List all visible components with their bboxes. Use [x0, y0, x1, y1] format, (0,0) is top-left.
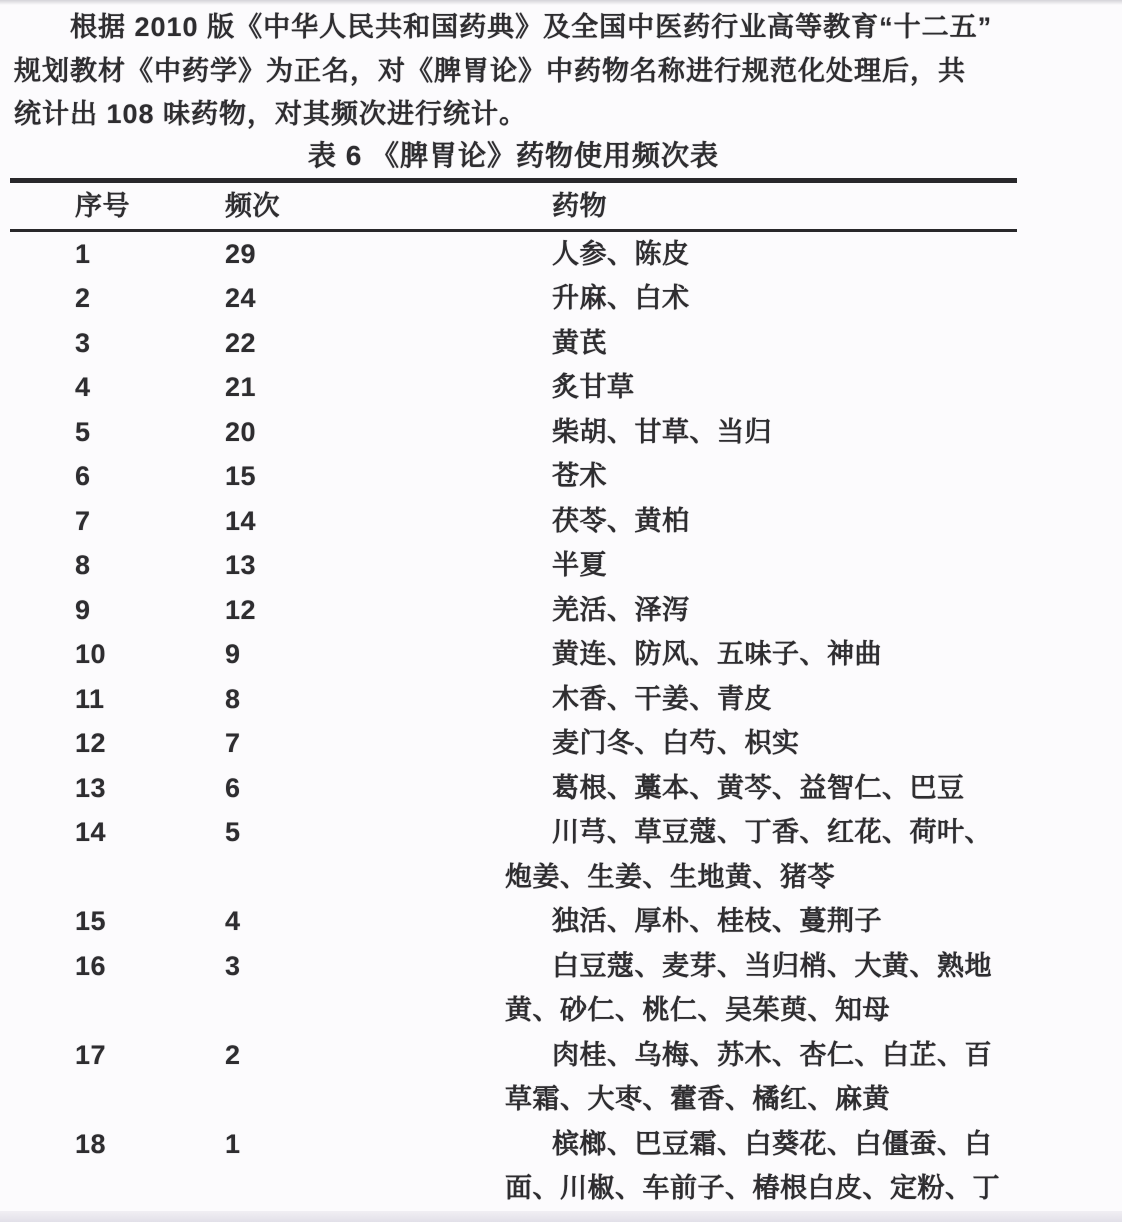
- table-row: [10, 410, 1017, 455]
- row-frequency: 24: [225, 283, 257, 313]
- row-index: 4: [75, 372, 91, 402]
- frequency-table: [10, 178, 1017, 1217]
- row-index: 15: [75, 906, 107, 936]
- intro-line: 根据 2010 版《中华人民共和国药典》及全国中医药行业高等教育“十二五”: [70, 12, 993, 42]
- row-index: 2: [75, 283, 91, 313]
- row-index: 6: [75, 461, 91, 491]
- row-drugs: 槟榔、巴豆霜、白葵花、白僵蚕、白面、川椒、车前子、椿根白皮、定粉、丁: [505, 1128, 1000, 1203]
- row-index: 7: [75, 505, 91, 536]
- table-row: [10, 1122, 1017, 1214]
- row-frequency: 7: [225, 728, 241, 758]
- row-drugs: 人参、陈皮: [552, 238, 690, 269]
- column-header-index: 序号: [10, 180, 225, 230]
- table-row: [10, 321, 1017, 366]
- row-drugs: 黄芪: [552, 327, 607, 358]
- column-header-frequency: 频次: [225, 180, 505, 230]
- table-row: [10, 230, 1017, 276]
- row-frequency: 2: [225, 1039, 241, 1070]
- row-index: 14: [75, 817, 107, 847]
- row-drugs: 苍术: [552, 461, 607, 491]
- table-row: [10, 677, 1017, 722]
- table-row: [10, 1033, 1017, 1122]
- row-drugs: 茯苓、黄柏: [552, 505, 690, 536]
- row-drugs: 川芎、草豆蔻、丁香、红花、荷叶、炮姜、生姜、生地黄、猪苓: [505, 817, 992, 892]
- header-row: [10, 180, 1017, 230]
- row-frequency: 8: [225, 683, 241, 714]
- row-drugs: 肉桂、乌梅、苏木、杏仁、白芷、百草霜、大枣、藿香、橘红、麻黄: [505, 1039, 992, 1114]
- row-frequency: 15: [225, 461, 257, 491]
- row-drugs: 麦门冬、白芍、枳实: [552, 728, 800, 758]
- table-row: [10, 944, 1017, 1033]
- row-index: 16: [75, 950, 107, 981]
- table-row: [10, 766, 1017, 811]
- row-index: 13: [75, 772, 107, 803]
- row-frequency: 9: [225, 639, 241, 669]
- row-frequency: 4: [225, 906, 241, 936]
- row-drugs: 独活、厚朴、桂枝、蔓荆子: [552, 906, 882, 936]
- row-drugs: 黄连、防风、五味子、神曲: [552, 639, 882, 669]
- row-drugs: 升麻、白术: [552, 283, 690, 313]
- row-index: 17: [75, 1039, 107, 1070]
- row-drugs: 炙甘草: [552, 372, 635, 402]
- row-frequency: 22: [225, 327, 257, 358]
- column-header-drug: 药物: [505, 180, 1017, 230]
- table-row: [10, 365, 1017, 410]
- row-index: 10: [75, 639, 107, 669]
- row-index: 8: [75, 550, 91, 580]
- row-frequency: 29: [225, 238, 257, 269]
- intro-line: 规划教材《中药学》为正名，对《脾胃论》中药物名称进行规范化处理后，共: [14, 55, 966, 86]
- row-frequency: 14: [225, 505, 257, 536]
- table-row: [10, 588, 1017, 633]
- row-frequency: 21: [225, 372, 257, 402]
- row-drugs: 木香、干姜、青皮: [552, 683, 772, 714]
- table-row: [10, 499, 1017, 544]
- row-drugs: 半夏: [552, 550, 607, 580]
- row-frequency: 5: [225, 817, 241, 847]
- table-row: [10, 276, 1017, 321]
- row-frequency: 1: [225, 1128, 241, 1159]
- row-frequency: 13: [225, 550, 257, 580]
- row-index: 5: [75, 416, 91, 447]
- row-frequency: 6: [225, 772, 241, 803]
- table-header: [10, 180, 1017, 230]
- row-index: 18: [75, 1128, 107, 1159]
- table-row: [10, 721, 1017, 766]
- table-row: [10, 899, 1017, 944]
- row-drugs: 葛根、藁本、黄芩、益智仁、巴豆: [552, 772, 965, 803]
- row-drugs: 柴胡、甘草、当归: [552, 416, 772, 447]
- row-index: 3: [75, 327, 91, 358]
- table-row: [10, 632, 1017, 677]
- table-row: [10, 454, 1017, 499]
- intro-paragraph: [0, 0, 1122, 137]
- table-caption: 表 6 《脾胃论》药物使用频次表: [307, 139, 720, 171]
- row-index: 11: [75, 683, 105, 714]
- intro-line: 统计出 108 味药物，对其频次进行统计。: [14, 99, 528, 129]
- row-index: 9: [75, 594, 91, 625]
- row-index: 12: [75, 728, 107, 758]
- row-frequency: 20: [225, 416, 257, 447]
- row-frequency: 3: [225, 950, 241, 981]
- row-frequency: 12: [225, 594, 257, 625]
- row-index: 1: [75, 238, 91, 269]
- table-body: [10, 230, 1017, 1214]
- table-row: [10, 543, 1017, 588]
- row-drugs: 白豆蔻、麦芽、当归梢、大黄、熟地黄、砂仁、桃仁、吴茱萸、知母: [505, 950, 992, 1025]
- row-drugs: 羌活、泽泻: [552, 594, 690, 625]
- table-row: [10, 810, 1017, 899]
